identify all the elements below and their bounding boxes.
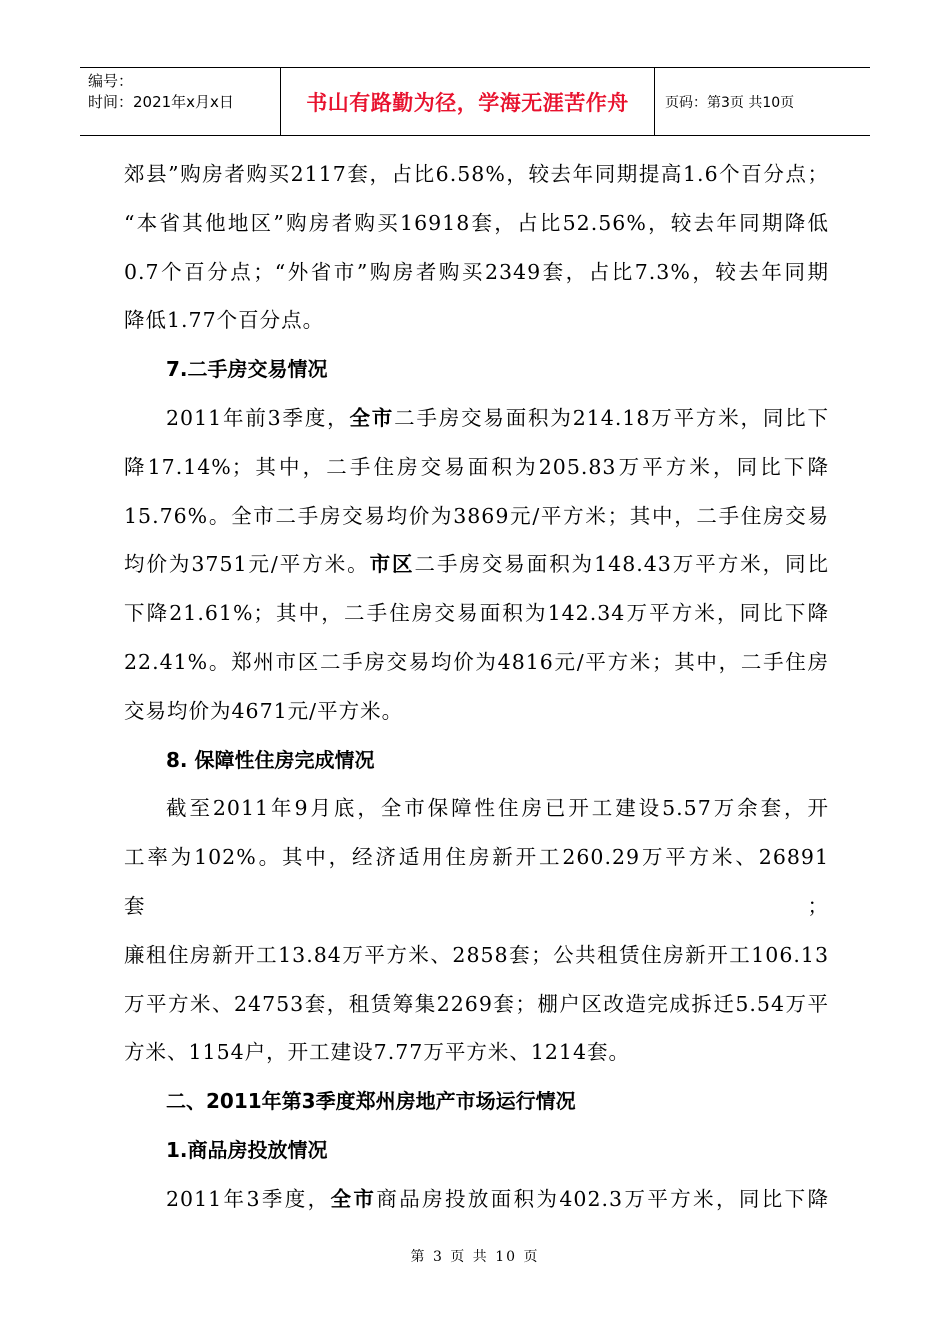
header-motto-cell [280, 68, 655, 135]
paragraph-line: 降17.14%；其中，二手住房交易面积为205.83万平方米，同比下降 [124, 454, 829, 479]
bold-term: 市区 [369, 552, 415, 577]
bold-term: 全市 [330, 1186, 377, 1211]
document-number: 编号： [88, 72, 134, 90]
paragraph-line: 2011年3季度，全市商品房投放面积为402.3万平方米，同比下降 [166, 1186, 830, 1211]
paragraph-line: 廉租住房新开工13.84万平方米、2858套；公共租赁住房新开工106.13 [124, 942, 829, 967]
header-page-info-cell [655, 68, 870, 135]
paragraph-line: “本省其他地区”购房者购买16918套，占比52.56%，较去年同期降低 [124, 210, 829, 235]
header-page-info: 页码：第3页 共10页 [665, 94, 795, 111]
paragraph-line: 工率为102%。其中，经济适用住房新开工260.29万平方米、26891套； [124, 845, 829, 918]
document-body [124, 150, 829, 1224]
paragraph-line: 下降21.61%；其中，二手住房交易面积为142.34万平方米，同比下降 [124, 601, 829, 626]
paragraph-line: 交易均价为4671元/平方米。 [124, 698, 404, 723]
paragraph-line: 方米、1154户，开工建设7.77万平方米、1214套。 [124, 1040, 630, 1065]
header-motto: 书山有路勤为径，学海无涯苦作舟 [306, 90, 629, 115]
heading-commercial-housing-supply: 1.商品房投放情况 [166, 1137, 328, 1162]
paragraph-line: 截至2011年9月底，全市保障性住房已开工建设5.57万余套，开 [166, 796, 829, 821]
heading-section-two: 二、2011年第3季度郑州房地产市场运行情况 [166, 1089, 576, 1114]
paragraph-line: 降低1.77个百分点。 [124, 308, 325, 333]
paragraph-line: 22.41%。郑州市区二手房交易均价为4816元/平方米；其中，二手住房 [124, 649, 829, 674]
header-meta [80, 68, 280, 135]
paragraph-line: 均价为3751元/平方米。市区二手房交易面积为148.43万平方米，同比 [124, 552, 829, 577]
heading-second-hand-housing: 7.二手房交易情况 [166, 357, 328, 382]
paragraph-line: 0.7个百分点；“外省市”购房者购买2349套，占比7.3%，较去年同期 [124, 259, 829, 284]
document-date: 时间：2021年x月x日 [88, 93, 234, 111]
paragraph-line: 万平方米、24753套，租赁筹集2269套；棚户区改造完成拆迁5.54万平 [124, 991, 829, 1016]
paragraph-line: 郊县”购房者购买2117套，占比6.58%，较去年同期提高1.6个百分点； [124, 162, 829, 186]
page-header [80, 67, 870, 136]
heading-affordable-housing: 8. 保障性住房完成情况 [166, 747, 375, 772]
page-footer: 第 3 页 共 10 页 [410, 1249, 540, 1265]
paragraph-line: 2011年前3季度，全市二手房交易面积为214.18万平方米，同比下 [166, 405, 830, 430]
bold-term: 全市 [349, 405, 395, 430]
paragraph-line: 15.76%。全市二手房交易均价为3869元/平方米；其中，二手住房交易 [124, 503, 829, 528]
